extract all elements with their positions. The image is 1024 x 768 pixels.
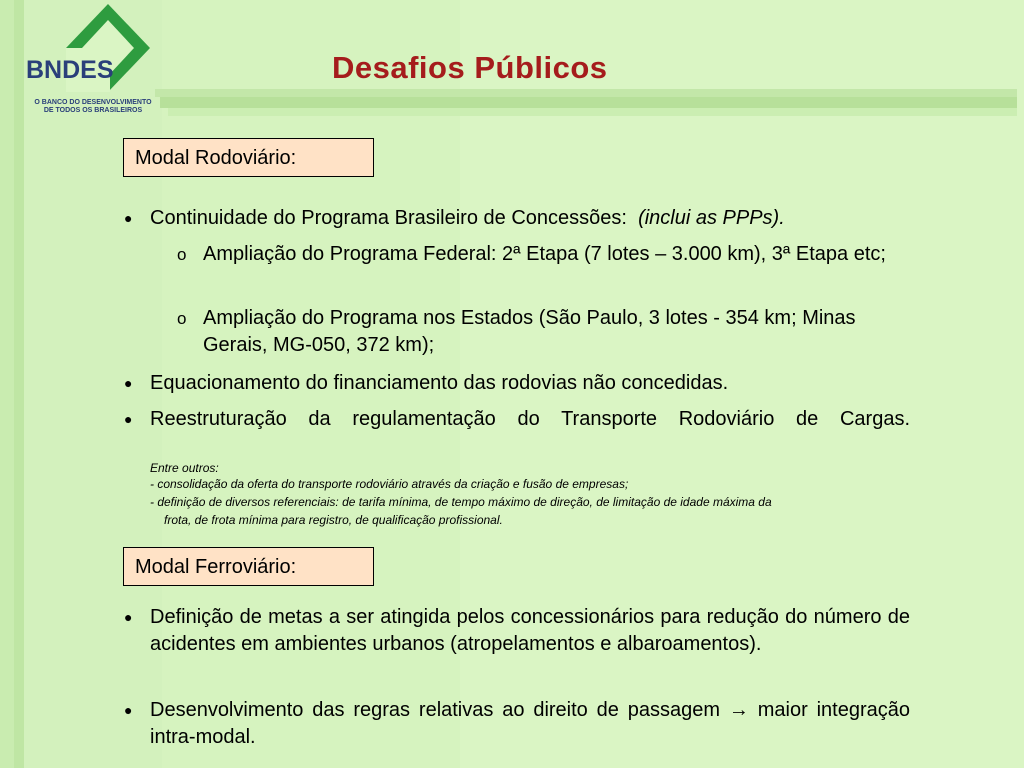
list-item: ● Continuidade do Programa Brasileiro de Concessões: (inclui as PPPs). bbox=[124, 205, 910, 232]
bullet-icon: ● bbox=[124, 411, 133, 427]
section-heading-ferroviario: Modal Ferroviário: bbox=[123, 547, 374, 586]
note-text: Entre outros: bbox=[150, 461, 219, 475]
note-text: - consolidação da oferta do transporte rodoviário através da criação e fusão de empresas; bbox=[150, 477, 629, 491]
sub-list-item: o Ampliação do Programa Federal: 2ª Etapa (7 lotes – 3.000 km), 3ª Etapa etc; bbox=[177, 241, 910, 268]
list-item: ● Reestruturação da regulamentação do Transporte Rodoviário de Cargas. bbox=[124, 406, 910, 433]
logo-tagline: O BANCO DO DESENVOLVIMENTO DE TODOS OS BRASILEIROS bbox=[34, 99, 152, 114]
sub-list-item: o Ampliação do Programa nos Estados (São Paulo, 3 lotes - 354 km; Minas Gerais, MG-050, 372 km); bbox=[177, 307, 856, 356]
bullet-icon: ● bbox=[124, 609, 133, 625]
list-item: ● Equacionamento do financiamento das rodovias não concedidas. bbox=[124, 370, 910, 397]
list-item: ● Desenvolvimento das regras relativas ao direito de passagem → maior integração intra-modal. bbox=[124, 699, 910, 748]
note-text: frota, de frota mínima para registro, de qualificação profissional. bbox=[164, 513, 503, 527]
logo-wordmark: BNDES bbox=[26, 56, 114, 84]
bullet-icon: ● bbox=[124, 375, 133, 391]
note-text: - definição de diversos referenciais: de tarifa mínima, de tempo máximo de direção, de limitação de idade máxima da bbox=[150, 495, 772, 509]
page-title: Desafios Públicos bbox=[332, 50, 608, 85]
background-stripe bbox=[0, 0, 14, 768]
bullet-icon: ● bbox=[124, 702, 133, 718]
bullet-icon: ● bbox=[124, 210, 133, 226]
section-heading-rodoviario: Modal Rodoviário: bbox=[123, 138, 374, 177]
list-item: ● Definição de metas a ser atingida pelos concessionários para redução do número de acidentes em ambientes urbanos (atropelamentos e albaroamentos). bbox=[124, 606, 910, 655]
title-bar bbox=[168, 108, 1017, 116]
circle-bullet-icon: o bbox=[177, 245, 187, 264]
title-bar bbox=[160, 97, 1017, 108]
circle-bullet-icon: o bbox=[177, 309, 187, 328]
title-bar bbox=[155, 89, 1017, 97]
